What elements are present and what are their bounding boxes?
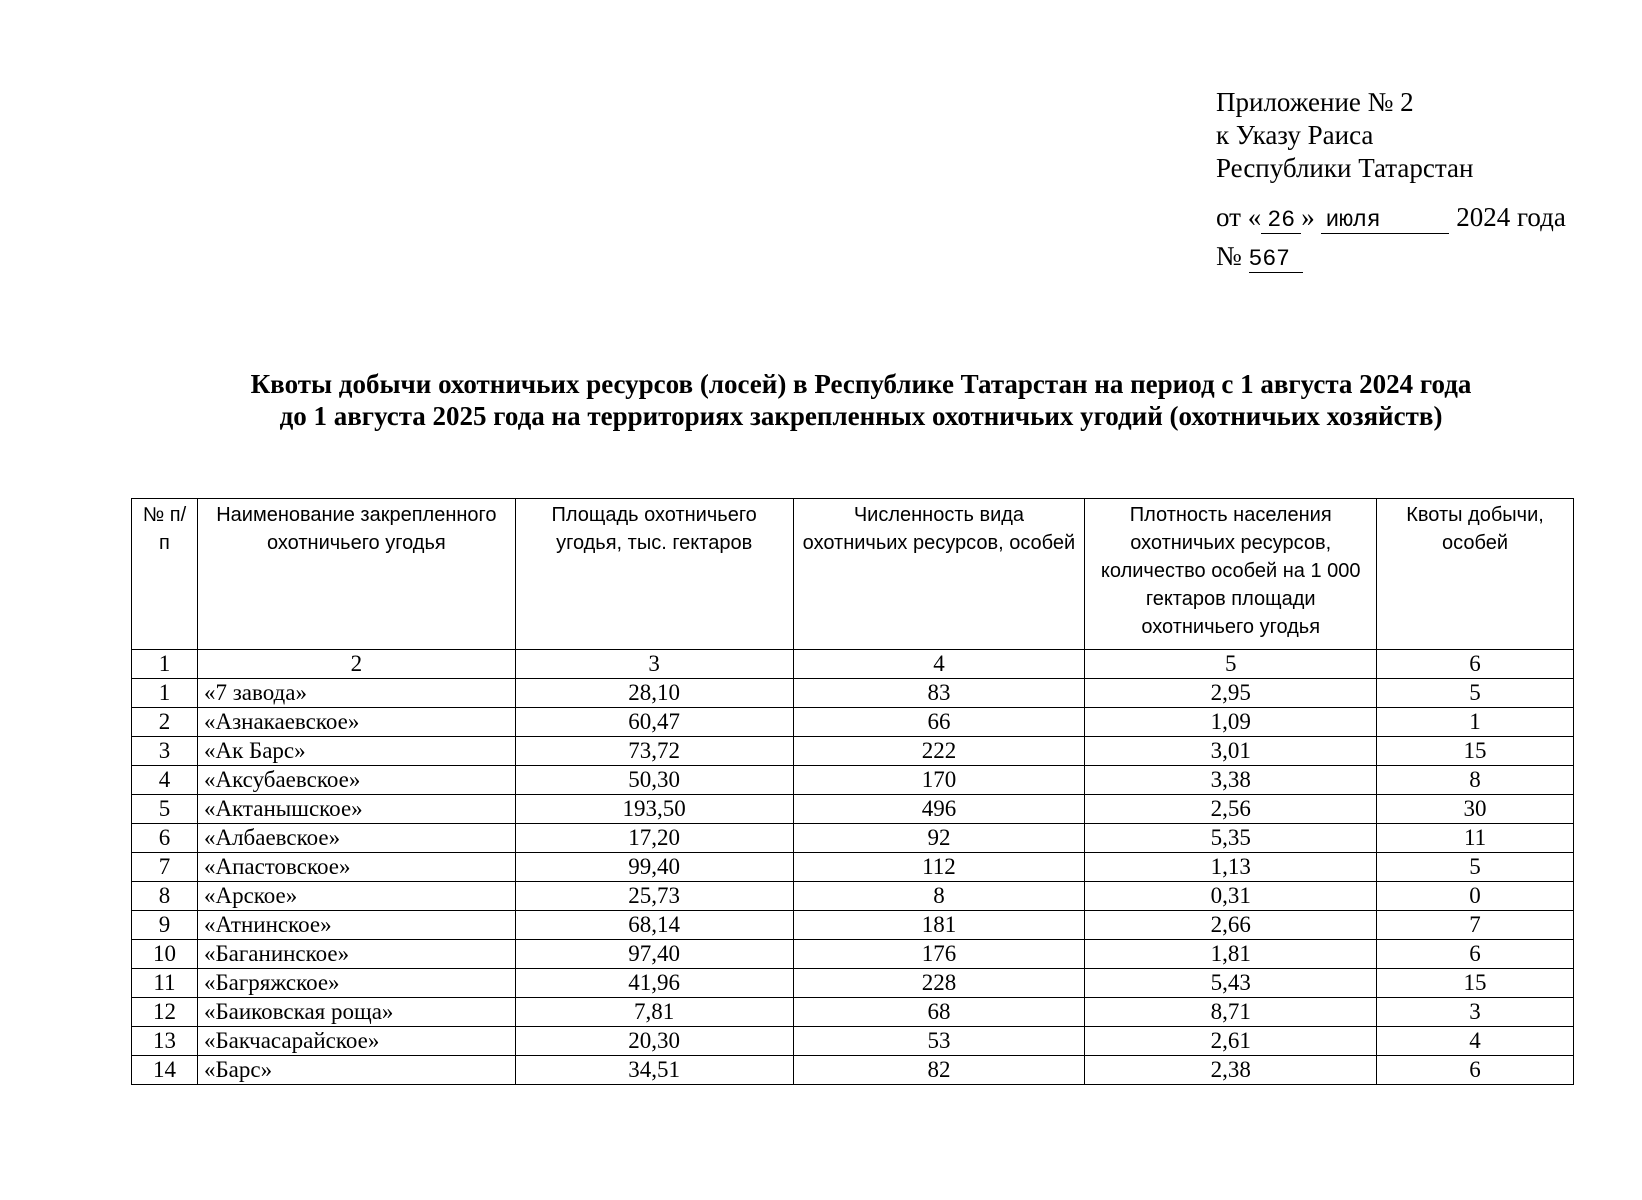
table-row: [132, 882, 1574, 911]
table-row: [132, 679, 1574, 708]
cell-quota: 0: [1377, 882, 1574, 911]
cell-area: 50,30: [515, 766, 793, 795]
cell-number: 2: [132, 708, 198, 737]
cell-count: 112: [793, 853, 1085, 882]
cell-count: 66: [793, 708, 1085, 737]
cell-name: «Арское»: [197, 882, 515, 911]
header-area: Площадь охотничьего угодья, тыс. гектаров: [515, 499, 793, 650]
date-mid: »: [1301, 202, 1315, 232]
cell-area: 73,72: [515, 737, 793, 766]
cell-number: 1: [132, 679, 198, 708]
cell-number: 13: [132, 1027, 198, 1056]
column-number: 2: [197, 650, 515, 679]
cell-number: 4: [132, 766, 198, 795]
cell-number: 7: [132, 853, 198, 882]
cell-area: 25,73: [515, 882, 793, 911]
cell-density: 8,71: [1085, 998, 1377, 1027]
cell-name: «Апастовское»: [197, 853, 515, 882]
quota-table: [131, 498, 1574, 1085]
cell-area: 34,51: [515, 1056, 793, 1085]
attachment-title: Приложение № 2: [1216, 87, 1414, 117]
cell-name: «Барс»: [197, 1056, 515, 1085]
cell-name: «Атнинское»: [197, 911, 515, 940]
table-row: [132, 853, 1574, 882]
table-row: [132, 940, 1574, 969]
cell-count: 53: [793, 1027, 1085, 1056]
table-row: [132, 911, 1574, 940]
cell-name: «Баганинское»: [197, 940, 515, 969]
cell-quota: 5: [1377, 679, 1574, 708]
cell-name: «Аксубаевское»: [197, 766, 515, 795]
cell-count: 83: [793, 679, 1085, 708]
column-number-row: [132, 650, 1574, 679]
date-month: июля: [1321, 207, 1449, 234]
attachment-date: [1216, 201, 1566, 234]
cell-area: 97,40: [515, 940, 793, 969]
number-value: 567: [1249, 246, 1303, 273]
cell-number: 8: [132, 882, 198, 911]
cell-density: 3,01: [1085, 737, 1377, 766]
cell-count: 82: [793, 1056, 1085, 1085]
cell-quota: 30: [1377, 795, 1574, 824]
cell-quota: 1: [1377, 708, 1574, 737]
header-name: Наименование закрепленного охотничьего угодья: [197, 499, 515, 650]
cell-quota: 3: [1377, 998, 1574, 1027]
cell-area: 28,10: [515, 679, 793, 708]
cell-name: «Багряжское»: [197, 969, 515, 998]
cell-number: 5: [132, 795, 198, 824]
table-row: [132, 708, 1574, 737]
column-number: 4: [793, 650, 1085, 679]
cell-count: 228: [793, 969, 1085, 998]
cell-name: «Ак Барс»: [197, 737, 515, 766]
cell-name: «Баиковская роща»: [197, 998, 515, 1027]
cell-density: 0,31: [1085, 882, 1377, 911]
cell-quota: 11: [1377, 824, 1574, 853]
cell-area: 17,20: [515, 824, 793, 853]
date-suffix: 2024 года: [1456, 202, 1566, 232]
header-count: Численность вида охотничьих ресурсов, особей: [793, 499, 1085, 650]
cell-name: «7 завода»: [197, 679, 515, 708]
date-prefix: от «: [1216, 202, 1262, 232]
cell-density: 2,66: [1085, 911, 1377, 940]
cell-count: 222: [793, 737, 1085, 766]
cell-density: 1,13: [1085, 853, 1377, 882]
cell-count: 92: [793, 824, 1085, 853]
cell-quota: 15: [1377, 737, 1574, 766]
cell-count: 496: [793, 795, 1085, 824]
cell-name: «Актанышское»: [197, 795, 515, 824]
cell-density: 5,35: [1085, 824, 1377, 853]
table-row: [132, 1027, 1574, 1056]
number-prefix: №: [1216, 241, 1242, 271]
cell-area: 41,96: [515, 969, 793, 998]
attachment-decree: к Указу Раиса: [1216, 120, 1374, 150]
table-row: [132, 998, 1574, 1027]
cell-area: 20,30: [515, 1027, 793, 1056]
cell-density: 5,43: [1085, 969, 1377, 998]
cell-count: 170: [793, 766, 1085, 795]
cell-density: 1,09: [1085, 708, 1377, 737]
table-row: [132, 1056, 1574, 1085]
column-number: 5: [1085, 650, 1377, 679]
cell-quota: 5: [1377, 853, 1574, 882]
column-number: 6: [1377, 650, 1574, 679]
cell-count: 8: [793, 882, 1085, 911]
table-row: [132, 824, 1574, 853]
cell-number: 11: [132, 969, 198, 998]
attachment-republic: Республики Татарстан: [1216, 153, 1474, 183]
cell-count: 68: [793, 998, 1085, 1027]
column-number: 1: [132, 650, 198, 679]
cell-quota: 4: [1377, 1027, 1574, 1056]
cell-quota: 7: [1377, 911, 1574, 940]
cell-area: 7,81: [515, 998, 793, 1027]
cell-name: «Албаевское»: [197, 824, 515, 853]
attachment-block: [1216, 86, 1566, 273]
header-quota: Квоты добычи, особей: [1377, 499, 1574, 650]
cell-count: 181: [793, 911, 1085, 940]
title-line-2: до 1 августа 2025 года на территориях закрепленных охотничьих угодий (охотничьих хозяйств): [279, 401, 1443, 431]
column-number: 3: [515, 650, 793, 679]
cell-number: 6: [132, 824, 198, 853]
title-line-1: Квоты добычи охотничьих ресурсов (лосей) в Республике Татарстан на период с 1 августа 2024 года: [250, 369, 1472, 399]
table-row: [132, 795, 1574, 824]
cell-density: 2,56: [1085, 795, 1377, 824]
cell-quota: 8: [1377, 766, 1574, 795]
cell-area: 193,50: [515, 795, 793, 824]
date-day: 26: [1261, 207, 1301, 234]
cell-density: 1,81: [1085, 940, 1377, 969]
cell-number: 10: [132, 940, 198, 969]
cell-number: 3: [132, 737, 198, 766]
header-number: № п/п: [132, 499, 198, 650]
cell-density: 3,38: [1085, 766, 1377, 795]
cell-quota: 15: [1377, 969, 1574, 998]
cell-name: «Азнакаевское»: [197, 708, 515, 737]
cell-number: 14: [132, 1056, 198, 1085]
table-row: [132, 969, 1574, 998]
table-header-row: [132, 499, 1574, 650]
cell-quota: 6: [1377, 940, 1574, 969]
table-row: [132, 766, 1574, 795]
cell-density: 2,61: [1085, 1027, 1377, 1056]
cell-area: 68,14: [515, 911, 793, 940]
cell-number: 9: [132, 911, 198, 940]
cell-density: 2,38: [1085, 1056, 1377, 1085]
cell-count: 176: [793, 940, 1085, 969]
document-title: [60, 368, 1642, 432]
header-density: Плотность населения охотничьих ресурсов, количество особей на 1 000 гектаров площади охотничьего угодья: [1085, 499, 1377, 650]
cell-quota: 6: [1377, 1056, 1574, 1085]
cell-name: «Бакчасарайское»: [197, 1027, 515, 1056]
attachment-number: [1216, 240, 1566, 273]
table-row: [132, 737, 1574, 766]
cell-area: 99,40: [515, 853, 793, 882]
cell-area: 60,47: [515, 708, 793, 737]
cell-density: 2,95: [1085, 679, 1377, 708]
cell-number: 12: [132, 998, 198, 1027]
